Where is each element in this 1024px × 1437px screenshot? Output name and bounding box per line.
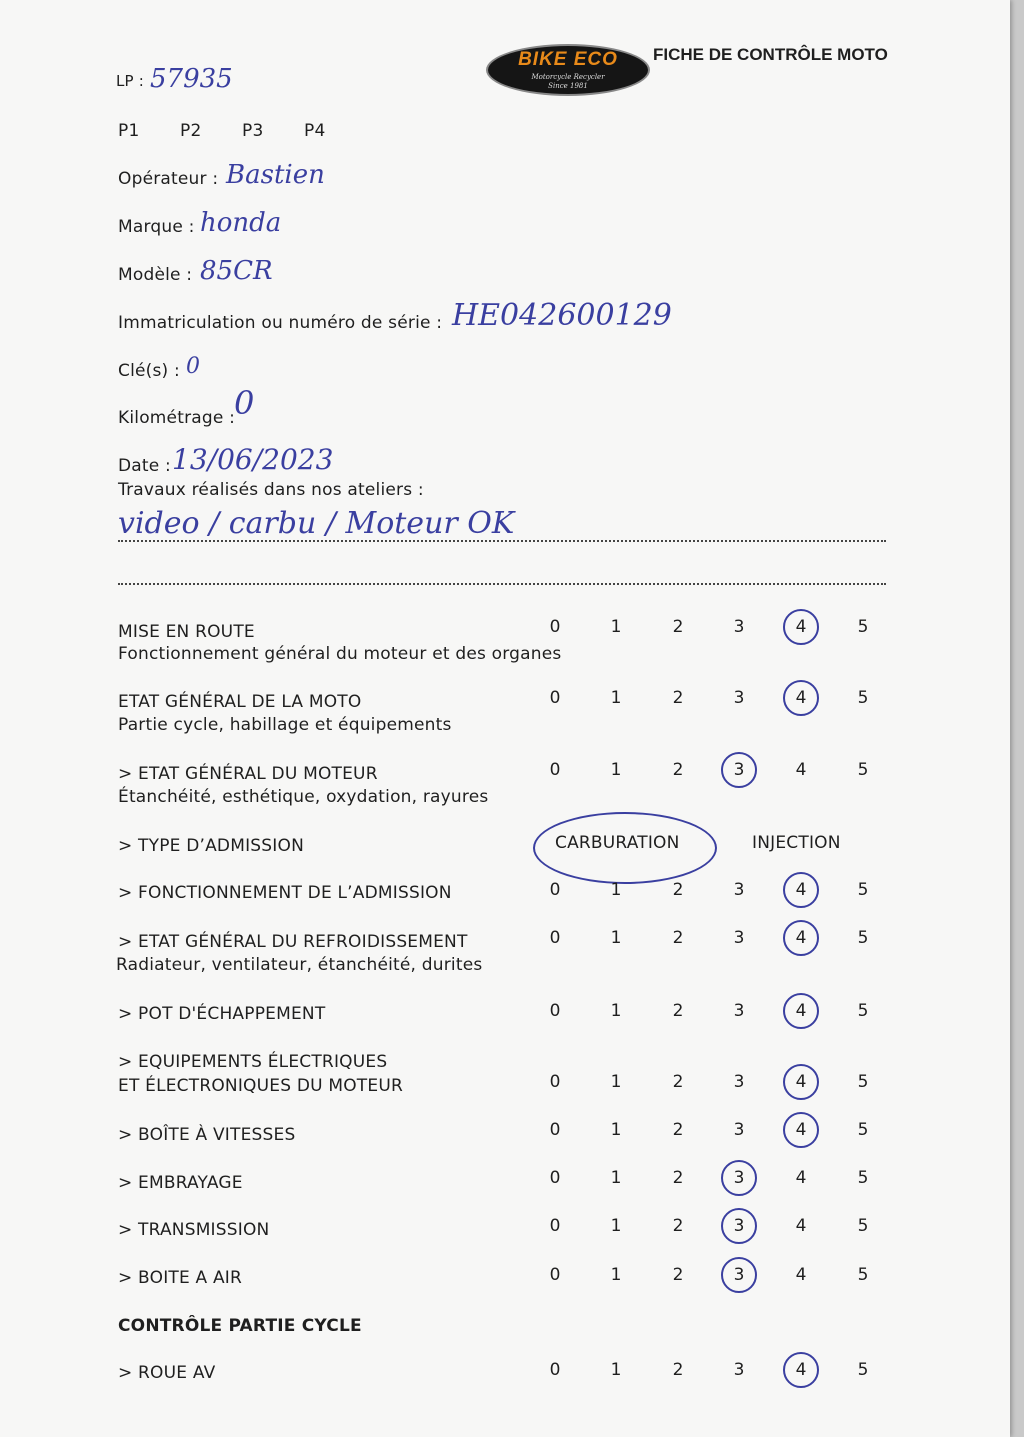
cles-label: Clé(s) :: [118, 361, 180, 381]
score-2: 2: [672, 688, 684, 708]
score-2: 2: [672, 1216, 684, 1236]
score-4: 4: [795, 928, 807, 948]
score-3: 3: [733, 1265, 745, 1285]
modele-label: Modèle :: [118, 265, 193, 285]
selected-score-circle: [783, 1112, 819, 1148]
score-4: 4: [795, 1072, 807, 1092]
section-sub-refroidissement: Radiateur, ventilateur, étanchéité, durites: [116, 955, 483, 975]
score-2: 2: [672, 880, 684, 900]
selected-score-circle: [783, 609, 819, 645]
section-label-embrayage: > EMBRAYAGE: [118, 1173, 243, 1193]
score-5: 5: [857, 1265, 869, 1285]
selected-score-circle: [783, 1064, 819, 1100]
selected-score-circle: [721, 1257, 757, 1293]
section-label-etat-moto: ETAT GÉNÉRAL DE LA MOTO: [118, 692, 362, 712]
score-2: 2: [672, 617, 684, 637]
score-1: 1: [610, 928, 622, 948]
score-3: 3: [733, 1216, 745, 1236]
score-5: 5: [857, 1168, 869, 1188]
score-4: 4: [795, 1360, 807, 1380]
section-label-transmission: > TRANSMISSION: [118, 1220, 270, 1240]
selected-score-circle: [783, 872, 819, 908]
selected-score-circle: [783, 993, 819, 1029]
selected-score-circle: [721, 1208, 757, 1244]
section-label-etat-moteur: > ETAT GÉNÉRAL DU MOTEUR: [118, 764, 378, 784]
section-label-pot: > POT D'ÉCHAPPEMENT: [118, 1004, 326, 1024]
sheet-title: FICHE DE CONTRÔLE MOTO: [653, 45, 888, 64]
section-label-boite-vitesses: > BOÎTE À VITESSES: [118, 1125, 296, 1145]
score-1: 1: [610, 1168, 622, 1188]
logo-since: Since 1981: [548, 82, 588, 90]
date-value: 13/06/2023: [172, 443, 334, 476]
admission-label: > TYPE D’ADMISSION: [118, 836, 305, 856]
section-label-roue-av: > ROUE AV: [118, 1363, 216, 1383]
score-4: 4: [795, 1001, 807, 1021]
kilometrage-label: Kilométrage :: [118, 408, 236, 428]
score-3: 3: [733, 1072, 745, 1092]
score-0: 0: [549, 617, 561, 637]
logo-brand: BIKE ECO: [518, 49, 618, 70]
selected-score-circle: [783, 1352, 819, 1388]
score-3: 3: [733, 1360, 745, 1380]
score-1: 1: [610, 617, 622, 637]
score-5: 5: [857, 1216, 869, 1236]
selected-score-circle: [721, 752, 757, 788]
section-sub-mise-en-route: Fonctionnement général du moteur et des organes: [118, 644, 562, 664]
score-5: 5: [857, 1072, 869, 1092]
score-3: 3: [733, 1168, 745, 1188]
lp-label: LP :: [116, 72, 145, 90]
section-label-electroniques: ET ÉLECTRONIQUES DU MOTEUR: [118, 1076, 403, 1096]
marque-value: honda: [200, 208, 282, 238]
admission-option-carburation: CARBURATION: [555, 833, 680, 853]
score-5: 5: [857, 1001, 869, 1021]
score-3: 3: [733, 880, 745, 900]
operateur-value: Bastien: [226, 160, 325, 190]
score-2: 2: [672, 1168, 684, 1188]
score-3: 3: [733, 688, 745, 708]
cycle-heading: CONTRÔLE PARTIE CYCLE: [118, 1316, 362, 1336]
score-0: 0: [549, 1360, 561, 1380]
section-label-fonct-admission: > FONCTIONNEMENT DE L’ADMISSION: [118, 883, 452, 903]
score-0: 0: [549, 688, 561, 708]
section-label-mise-en-route: MISE EN ROUTE: [118, 622, 255, 642]
score-3: 3: [733, 617, 745, 637]
score-4: 4: [795, 1120, 807, 1140]
cles-value: 0: [186, 354, 200, 379]
score-5: 5: [857, 1360, 869, 1380]
score-4: 4: [795, 1168, 807, 1188]
score-1: 1: [610, 1120, 622, 1140]
bike-eco-logo: [486, 44, 650, 96]
score-3: 3: [733, 1001, 745, 1021]
lp-value: 57935: [150, 64, 233, 94]
score-1: 1: [610, 880, 622, 900]
modele-value: 85CR: [200, 256, 273, 286]
score-2: 2: [672, 928, 684, 948]
score-5: 5: [857, 1120, 869, 1140]
kilometrage-value: 0: [234, 384, 255, 422]
score-5: 5: [857, 617, 869, 637]
score-3: 3: [733, 928, 745, 948]
score-2: 2: [672, 1001, 684, 1021]
logo-tagline: Motorcycle Recycler: [531, 73, 605, 81]
immatriculation-label: Immatriculation ou numéro de série :: [118, 313, 443, 333]
score-1: 1: [610, 1216, 622, 1236]
score-5: 5: [857, 688, 869, 708]
score-5: 5: [857, 880, 869, 900]
travaux-value: video / carbu / Moteur OK: [118, 506, 515, 541]
position-p4: P4: [304, 121, 326, 141]
score-0: 0: [549, 1265, 561, 1285]
score-0: 0: [549, 928, 561, 948]
score-4: 4: [795, 617, 807, 637]
score-2: 2: [672, 1360, 684, 1380]
score-0: 0: [549, 880, 561, 900]
score-5: 5: [857, 760, 869, 780]
score-5: 5: [857, 928, 869, 948]
travaux-label: Travaux réalisés dans nos ateliers :: [118, 480, 424, 500]
score-0: 0: [549, 1072, 561, 1092]
position-p2: P2: [180, 121, 202, 141]
section-label-boite-air: > BOITE A AIR: [118, 1268, 243, 1288]
dotted-line-2: [118, 583, 886, 585]
score-1: 1: [610, 1072, 622, 1092]
score-2: 2: [672, 1265, 684, 1285]
section-sub-etat-moteur: Étanchéité, esthétique, oxydation, rayures: [118, 787, 489, 807]
immatriculation-value: HE042600129: [452, 298, 672, 333]
score-0: 0: [549, 1001, 561, 1021]
score-4: 4: [795, 760, 807, 780]
selected-score-circle: [783, 920, 819, 956]
section-label-refroidissement: > ETAT GÉNÉRAL DU REFROIDISSEMENT: [118, 932, 468, 952]
score-1: 1: [610, 760, 622, 780]
score-3: 3: [733, 1120, 745, 1140]
score-1: 1: [610, 1265, 622, 1285]
score-4: 4: [795, 1265, 807, 1285]
position-p1: P1: [118, 121, 140, 141]
selected-score-circle: [783, 680, 819, 716]
score-4: 4: [795, 1216, 807, 1236]
score-4: 4: [795, 880, 807, 900]
score-3: 3: [733, 760, 745, 780]
score-2: 2: [672, 1120, 684, 1140]
date-label: Date :: [118, 456, 171, 476]
score-2: 2: [672, 760, 684, 780]
score-0: 0: [549, 1216, 561, 1236]
marque-label: Marque :: [118, 217, 195, 237]
score-0: 0: [549, 760, 561, 780]
selected-score-circle: [721, 1160, 757, 1196]
score-2: 2: [672, 1072, 684, 1092]
score-1: 1: [610, 1360, 622, 1380]
section-label-electriques: > EQUIPEMENTS ÉLECTRIQUES: [118, 1052, 388, 1072]
score-1: 1: [610, 1001, 622, 1021]
score-0: 0: [549, 1168, 561, 1188]
section-sub-etat-moto: Partie cycle, habillage et équipements: [118, 715, 452, 735]
score-4: 4: [795, 688, 807, 708]
position-p3: P3: [242, 121, 264, 141]
score-0: 0: [549, 1120, 561, 1140]
operateur-label: Opérateur :: [118, 169, 219, 189]
dotted-line-1: [118, 540, 886, 542]
score-1: 1: [610, 688, 622, 708]
admission-option-injection: INJECTION: [752, 833, 841, 853]
